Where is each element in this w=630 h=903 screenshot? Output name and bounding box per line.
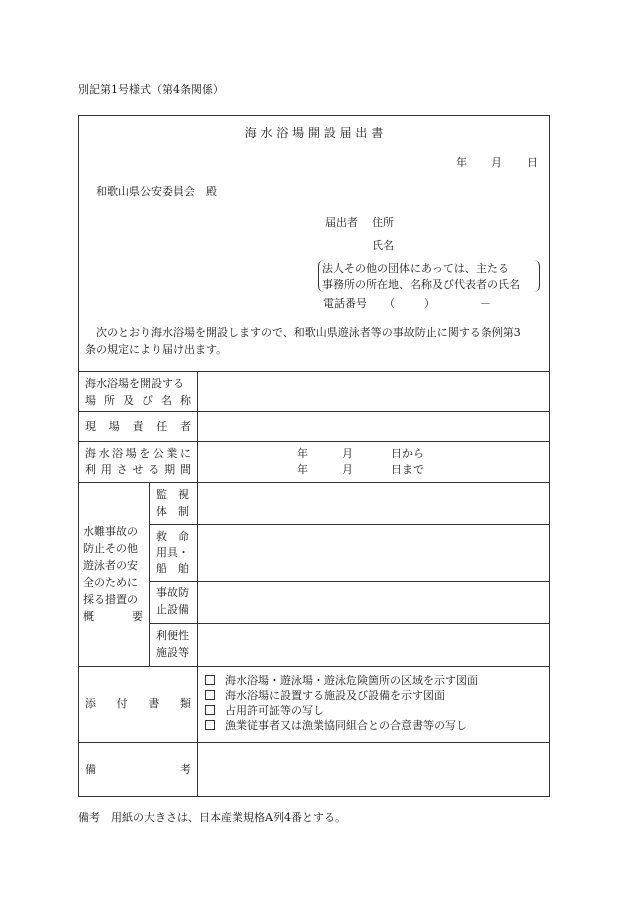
measures-label-line4: 全のために	[83, 576, 138, 589]
rescue-label-line2: 用具・	[156, 546, 189, 559]
attachment-item[interactable]: 海水浴場・遊泳場・遊泳危険箇所の区域を示す図面	[205, 675, 478, 686]
period-to-day[interactable]: 日まで	[391, 463, 424, 476]
period-to-year[interactable]: 年	[297, 463, 308, 476]
monitor-label-line2: 体 制	[156, 505, 189, 518]
phone-label: 電話番号	[323, 297, 367, 310]
place-label-line1: 海水浴場を開設する	[85, 377, 184, 390]
checkbox-icon[interactable]	[205, 675, 215, 685]
measures-label-line1: 水難事故の	[83, 525, 138, 538]
prevention-label-line1: 事故防	[156, 586, 189, 599]
measures-label-line2: 防止その他	[83, 542, 138, 555]
addressee: 和歌山県公安委員会 殿	[96, 185, 217, 198]
phone-close-paren: ）	[424, 297, 435, 310]
period-from-month[interactable]: 月	[342, 447, 353, 460]
attachment-item[interactable]: 占用許可証等の写し	[205, 705, 324, 716]
rescue-label-line3: 船 舶	[156, 562, 189, 575]
measures-label-line5: 採る措置の	[83, 593, 138, 606]
intro-line2: 条の規定により届け出ます。	[85, 343, 228, 356]
date-day[interactable]: 日	[527, 156, 538, 169]
prevention-label-line2: 止設備	[156, 603, 189, 616]
notifier-label: 届出者	[325, 216, 358, 229]
name-label: 氏名	[372, 239, 394, 252]
checkbox-icon[interactable]	[205, 705, 215, 715]
period-label-line2: 利 用 さ せ る 期 間	[85, 463, 191, 476]
attachments-label: 添 付 書 類	[85, 697, 191, 710]
attachment-item[interactable]: 海水浴場に設置する施設及び設備を示す図面	[205, 690, 445, 701]
remarks-input[interactable]	[198, 743, 548, 796]
notification-form	[78, 115, 550, 797]
address-label: 住所	[372, 216, 394, 229]
attachment-item[interactable]: 漁業従事者又は漁業協同組合との合意書等の写し	[205, 720, 467, 731]
prevention-input[interactable]	[198, 582, 548, 623]
rescue-label-line1: 救 命	[156, 530, 189, 543]
corporate-note-line2: 事務所の所在地、名称及び代表者の氏名	[322, 278, 520, 291]
manager-label: 現 場 責 任 者	[85, 420, 191, 433]
monitor-label-line1: 監 視	[156, 488, 189, 501]
monitor-input[interactable]	[198, 483, 548, 524]
convenience-label-line1: 利便性	[156, 629, 189, 642]
date-year[interactable]: 年	[456, 156, 467, 169]
checkbox-icon[interactable]	[205, 720, 215, 730]
measures-label-line6: 概 要	[83, 610, 143, 623]
convenience-input[interactable]	[198, 624, 548, 666]
remarks-label: 備 考	[85, 763, 191, 776]
form-number: 別記第1号様式（第4条関係）	[78, 83, 224, 96]
convenience-label-line2: 施設等	[156, 646, 189, 659]
phone-dash: －	[480, 297, 491, 310]
checkbox-icon[interactable]	[205, 690, 215, 700]
phone-open-paren: （	[384, 297, 395, 310]
date-month[interactable]: 月	[491, 156, 502, 169]
intro-line1: 次のとおり海水浴場を開設しますので、和歌山県遊泳者等の事故防止に関する条例第3	[96, 326, 521, 339]
period-to-month[interactable]: 月	[342, 463, 353, 476]
footer-note: 備考 用紙の大きさは、日本産業規格A列4番とする。	[78, 811, 346, 824]
period-from-day[interactable]: 日から	[391, 447, 424, 460]
corporate-note-line1: 法人その他の団体にあっては、主たる	[322, 262, 509, 275]
manager-input[interactable]	[198, 412, 548, 441]
form-title: 海 水 浴 場 開 設 届 出 書	[244, 126, 384, 140]
place-input[interactable]	[198, 372, 548, 411]
measures-label-line3: 遊泳者の安	[83, 559, 138, 572]
period-from-year[interactable]: 年	[297, 447, 308, 460]
rescue-input[interactable]	[198, 525, 548, 581]
period-label-line1: 海 水 浴 場 を 公 業 に	[85, 447, 191, 460]
place-label-line2: 場 所 及 び 名 称	[85, 394, 191, 407]
